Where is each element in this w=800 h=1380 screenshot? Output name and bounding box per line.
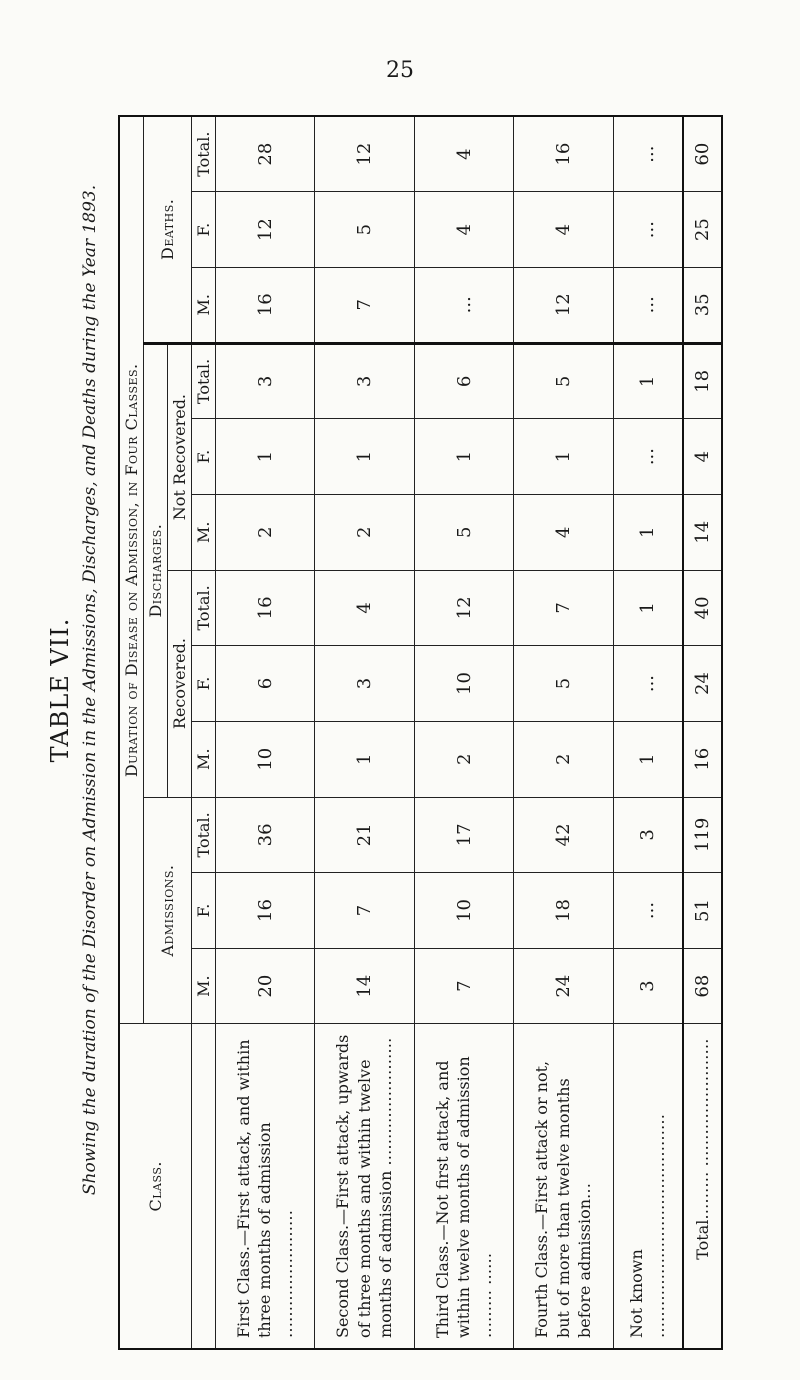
nr-m: 1 (613, 494, 682, 570)
adm-f: 18 (514, 873, 613, 949)
rec-total-header: Total. (192, 570, 216, 646)
rec-f: 5 (514, 646, 613, 722)
table-title: TABLE VII. (46, 617, 74, 763)
total-adm-total: 119 (683, 797, 722, 873)
nr-f: 1 (514, 419, 613, 495)
total-rec-total: 40 (683, 570, 722, 646)
dot-leader: … (575, 1182, 595, 1199)
class-label (414, 1024, 513, 1349)
total-row (683, 116, 722, 1349)
adm-total: 36 (216, 797, 315, 873)
rec-total: 12 (414, 570, 513, 646)
adm-total: 21 (315, 797, 414, 873)
adm-m-header: M. (192, 948, 216, 1024)
adm-f: 16 (216, 873, 315, 949)
nr-total-header: Total. (192, 343, 216, 419)
class-label (216, 1024, 315, 1349)
rec-m: 10 (216, 721, 315, 797)
adm-m: 24 (514, 948, 613, 1024)
nr-total: 3 (216, 343, 315, 419)
total-death-total: 60 (683, 116, 722, 192)
main-header: Duration of Disease on Admission, in Four Classes. (119, 116, 144, 1024)
nr-m: 4 (514, 494, 613, 570)
total-death-m: 35 (683, 267, 722, 343)
total-text: Total (692, 1219, 712, 1260)
duration-table (118, 115, 723, 1350)
total-label (683, 1024, 722, 1349)
nr-m-header: M. (192, 494, 216, 570)
deaths-header: Deaths. (144, 116, 192, 343)
nr-m: 2 (216, 494, 315, 570)
class-text: Second Class.—First attack, upwards of three months and within twelve months of admission (333, 1034, 396, 1338)
nr-total: 5 (514, 343, 613, 419)
death-total: 4 (414, 116, 513, 192)
rec-f: ... (613, 646, 682, 722)
adm-total: 3 (613, 797, 682, 873)
rec-total: 1 (613, 570, 682, 646)
total-death-f: 25 (683, 192, 722, 268)
death-total: 12 (315, 116, 414, 192)
adm-m: 3 (613, 948, 682, 1024)
discharges-header: Discharges. (144, 343, 168, 797)
adm-m: 14 (315, 948, 414, 1024)
dot-leader: …………………………………… (648, 1114, 668, 1338)
table-row (216, 116, 315, 1349)
death-f: 4 (414, 192, 513, 268)
nr-f: 1 (414, 419, 513, 495)
nr-total: 1 (613, 343, 682, 419)
death-f: ... (613, 192, 682, 268)
adm-total-header: Total. (192, 797, 216, 873)
class-text: First Class.—First attack, and within three months of admission (233, 1039, 275, 1338)
death-m: 7 (315, 267, 414, 343)
rec-f-header: F. (192, 646, 216, 722)
dot-leader: ……… …… (475, 1252, 495, 1338)
death-f: 4 (514, 192, 613, 268)
death-m-header: M. (192, 267, 216, 343)
death-m: 16 (216, 267, 315, 343)
nr-f: 1 (315, 419, 414, 495)
dot-leader: …………………… (376, 1037, 396, 1171)
table-row (414, 116, 513, 1349)
total-nr-total: 18 (683, 343, 722, 419)
class-label (613, 1024, 682, 1349)
death-m: ... (414, 267, 513, 343)
rec-m: 1 (315, 721, 414, 797)
death-f-header: F. (192, 192, 216, 268)
death-total-header: Total. (192, 116, 216, 192)
class-label (514, 1024, 613, 1349)
death-m: ... (613, 267, 682, 343)
nr-f: 1 (216, 419, 315, 495)
table-caption: Showing the duration of the Disorder on Admission in the Admissions, Discharges, and Deaths during the Year 1893. (80, 184, 100, 1196)
rec-m: 2 (514, 721, 613, 797)
total-rec-f: 24 (683, 646, 722, 722)
table-row (613, 116, 682, 1349)
total-nr-f: 4 (683, 419, 722, 495)
death-m: 12 (514, 267, 613, 343)
death-f: 5 (315, 192, 414, 268)
adm-total: 42 (514, 797, 613, 873)
table-row (315, 116, 414, 1349)
page-number: 25 (386, 58, 414, 83)
class-header: Class. (119, 1024, 192, 1349)
adm-f: 10 (414, 873, 513, 949)
rec-total: 7 (514, 570, 613, 646)
rec-total: 4 (315, 570, 414, 646)
nr-f-header: F. (192, 419, 216, 495)
admissions-header: Admissions. (144, 797, 192, 1024)
rec-f: 3 (315, 646, 414, 722)
death-total: ... (613, 116, 682, 192)
nr-total: 6 (414, 343, 513, 419)
class-text: Third Class.—Not first attack, and within twelve months of admission (432, 1056, 474, 1338)
class-subheader-blank (192, 1024, 216, 1349)
dot-leader: …………………… (277, 1210, 297, 1338)
nr-total: 3 (315, 343, 414, 419)
death-total: 28 (216, 116, 315, 192)
class-text: Fourth Class.—First attack or not, but of more than twelve months before admission (532, 1060, 595, 1338)
class-label (315, 1024, 414, 1349)
rec-f: 6 (216, 646, 315, 722)
adm-f-header: F. (192, 873, 216, 949)
total-nr-m: 14 (683, 494, 722, 570)
nr-f: ... (613, 419, 682, 495)
death-total: 16 (514, 116, 613, 192)
rec-m: 1 (613, 721, 682, 797)
not-recovered-header: Not Recovered. (168, 343, 192, 570)
recovered-header: Recovered. (168, 570, 192, 797)
adm-m: 7 (414, 948, 513, 1024)
rec-m-header: M. (192, 721, 216, 797)
total-adm-m: 68 (683, 948, 722, 1024)
table-row (514, 116, 613, 1349)
rec-m: 2 (414, 721, 513, 797)
adm-f: ... (613, 873, 682, 949)
adm-m: 20 (216, 948, 315, 1024)
rec-f: 10 (414, 646, 513, 722)
death-f: 12 (216, 192, 315, 268)
dot-leader: ……… …………………… (692, 1038, 712, 1220)
rec-total: 16 (216, 570, 315, 646)
nr-m: 5 (414, 494, 513, 570)
adm-total: 17 (414, 797, 513, 873)
class-text: Not known (627, 1249, 647, 1338)
total-adm-f: 51 (683, 873, 722, 949)
adm-f: 7 (315, 873, 414, 949)
nr-m: 2 (315, 494, 414, 570)
statistics-table-wrapper (118, 115, 723, 1350)
total-rec-m: 16 (683, 721, 722, 797)
